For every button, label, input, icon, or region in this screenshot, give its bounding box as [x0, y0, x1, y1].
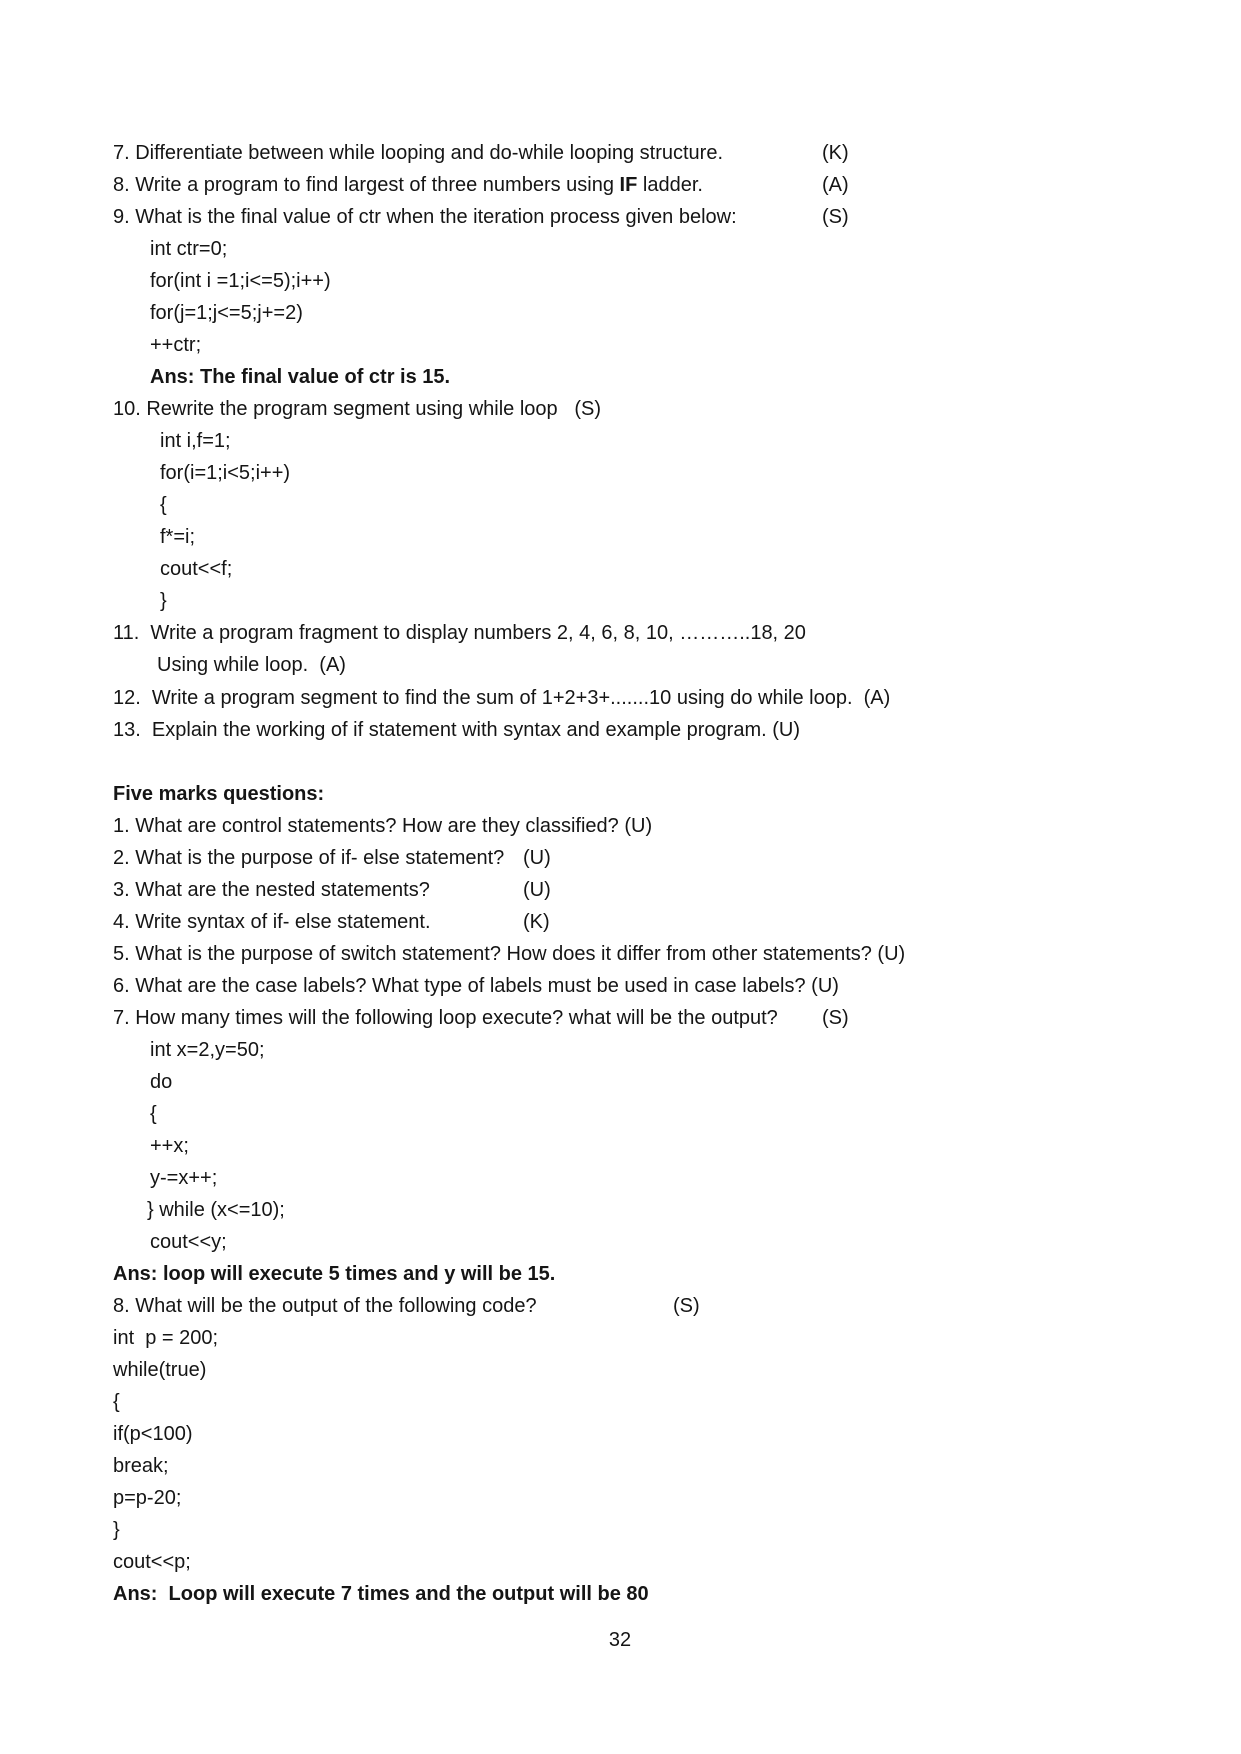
five-mark-question-7: 7. How many times will the following loop execute? what will be the output? [113, 1007, 778, 1029]
question-8-prefix: 8. Write a program to find largest of three numbers using [113, 174, 620, 196]
code-line: } [160, 590, 167, 612]
question-8 [113, 172, 703, 198]
five-mark-question-7-level: (S) [822, 1007, 849, 1029]
five-mark-question-3-level: (U) [523, 879, 551, 901]
code-line: p=p-20; [113, 1487, 182, 1509]
question-9-answer: Ans: The final value of ctr is 15. [150, 366, 451, 388]
code-line: { [150, 1103, 157, 1125]
code-line: int p = 200; [113, 1327, 219, 1349]
code-line: for(j=1;j<=5;j+=2) [150, 302, 303, 324]
code-line: { [160, 494, 167, 516]
five-mark-question-3: 3. What are the nested statements? [113, 879, 430, 901]
code-line: for(i=1;i<5;i++) [160, 462, 291, 484]
five-mark-question-5: 5. What is the purpose of switch statement? How does it differ from other statements? (U) [113, 943, 906, 965]
five-mark-question-8-answer: Ans: Loop will execute 7 times and the output will be 80 [113, 1583, 649, 1605]
code-line: y-=x++; [150, 1167, 218, 1189]
code-line: } [113, 1519, 120, 1541]
question-8-level: (A) [822, 174, 849, 196]
code-line: int i,f=1; [160, 430, 231, 452]
code-line: ++x; [150, 1135, 189, 1157]
question-8-bold-term: IF [619, 174, 638, 196]
five-mark-question-8-level: (S) [673, 1295, 700, 1317]
code-line: f*=i; [160, 526, 196, 548]
question-10: 10. Rewrite the program segment using while loop (S) [113, 398, 602, 420]
question-7: 7. Differentiate between while looping and do-while looping structure. [113, 142, 724, 164]
code-line: ++ctr; [150, 334, 202, 356]
question-9: 9. What is the final value of ctr when the iteration process given below: [113, 206, 737, 228]
question-11: 11. Write a program fragment to display numbers 2, 4, 6, 8, 10, ………..18, 20 [113, 622, 806, 644]
question-12: 12. Write a program segment to find the sum of 1+2+3+.......10 using do while loop. (A) [113, 687, 891, 709]
code-line: } while (x<=10); [147, 1199, 285, 1221]
code-line: int ctr=0; [150, 238, 228, 260]
code-line: { [113, 1391, 120, 1413]
code-line: do [150, 1071, 173, 1093]
code-line: cout<<p; [113, 1551, 191, 1573]
code-line: cout<<f; [160, 558, 233, 580]
five-mark-question-4: 4. Write syntax of if- else statement. [113, 911, 431, 933]
question-9-level: (S) [822, 206, 849, 228]
five-mark-question-7-answer: Ans: loop will execute 5 times and y will be 15. [113, 1263, 556, 1285]
page-number: 32 [608, 1629, 632, 1651]
code-line: int x=2,y=50; [150, 1039, 265, 1061]
question-8-suffix: ladder. [637, 174, 703, 196]
five-mark-question-4-level: (K) [523, 911, 550, 933]
five-mark-question-2: 2. What is the purpose of if- else statement? [113, 847, 505, 869]
code-line: if(p<100) [113, 1423, 193, 1445]
question-7-level: (K) [822, 142, 849, 164]
five-mark-question-8: 8. What will be the output of the following code? [113, 1295, 537, 1317]
code-line: break; [113, 1455, 169, 1477]
five-mark-question-2-level: (U) [523, 847, 551, 869]
five-mark-question-1: 1. What are control statements? How are they classified? (U) [113, 815, 653, 837]
section-heading: Five marks questions: [113, 783, 325, 805]
five-mark-question-6: 6. What are the case labels? What type of labels must be used in case labels? (U) [113, 975, 839, 997]
question-13: 13. Explain the working of if statement with syntax and example program. (U) [113, 719, 800, 741]
code-line: cout<<y; [150, 1231, 227, 1253]
question-11-continuation: Using while loop. (A) [157, 654, 346, 676]
code-line: while(true) [113, 1359, 207, 1381]
code-line: for(int i =1;i<=5);i++) [150, 270, 331, 292]
